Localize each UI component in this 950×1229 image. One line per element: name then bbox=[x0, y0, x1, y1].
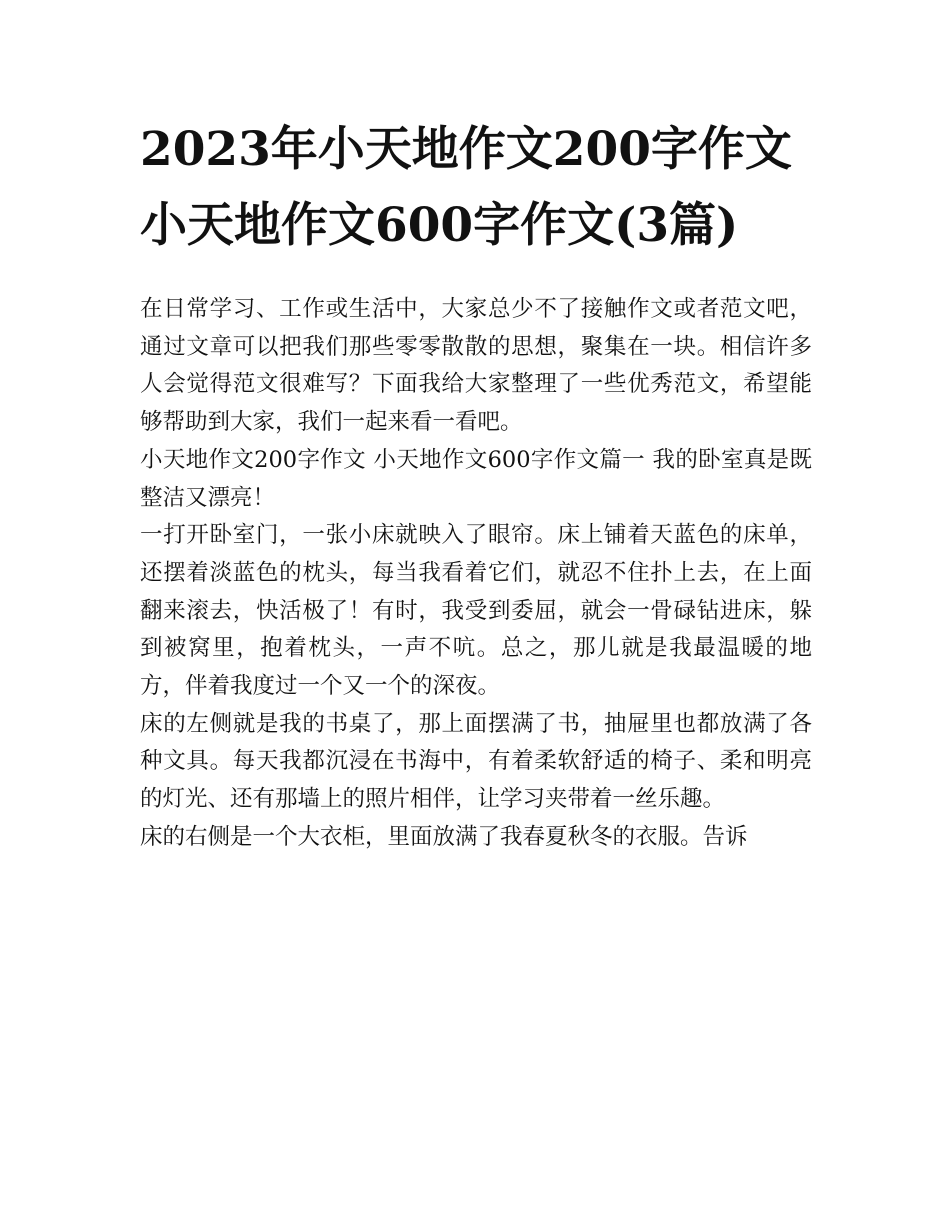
desk-paragraph: 床的左侧就是我的书桌了，那上面摆满了书，抽屉里也都放满了各种文具。每天我都沉浸在书海中，有着柔软舒适的椅子、柔和明亮的灯光、还有那墙上的照片相伴，让学习夹带着一丝乐趣。 bbox=[140, 710, 812, 813]
wardrobe-paragraph: 床的右侧是一个大衣柜，里面放满了我春夏秋冬的衣服。告诉 bbox=[140, 823, 748, 850]
intro-paragraph: 在日常学习、工作或生活中，大家总少不了接触作文或者范文吧，通过文章可以把我们那些零零散散的思想，聚集在一块。相信许多人会觉得范文很难写？下面我给大家整理了一些优秀范文，希望能够帮助到大家，我们一起来看一看吧。 bbox=[140, 296, 812, 436]
section-heading-paragraph: 小天地作文200字作文 小天地作文600字作文篇一 我的卧室真是既整洁又漂亮！ bbox=[140, 446, 812, 511]
bed-paragraph: 一打开卧室门，一张小床就映入了眼帘。床上铺着天蓝色的床单，还摆着淡蓝色的枕头，每当我看着它们，就忍不住扑上去，在上面翻来滚去，快活极了！有时，我受到委屈，就会一骨碌钻进床，躲到被窝里，抱着枕头，一声不吭。总之，那儿就是我最温暖的地方，伴着我度过一个又一个的深夜。 bbox=[140, 522, 812, 700]
title-line-2: 小天地作文600字作文(3篇) bbox=[140, 198, 739, 253]
title-line-1: 2023年小天地作文200字作文 bbox=[140, 122, 792, 177]
document-title bbox=[140, 112, 812, 264]
document-page bbox=[140, 112, 812, 857]
